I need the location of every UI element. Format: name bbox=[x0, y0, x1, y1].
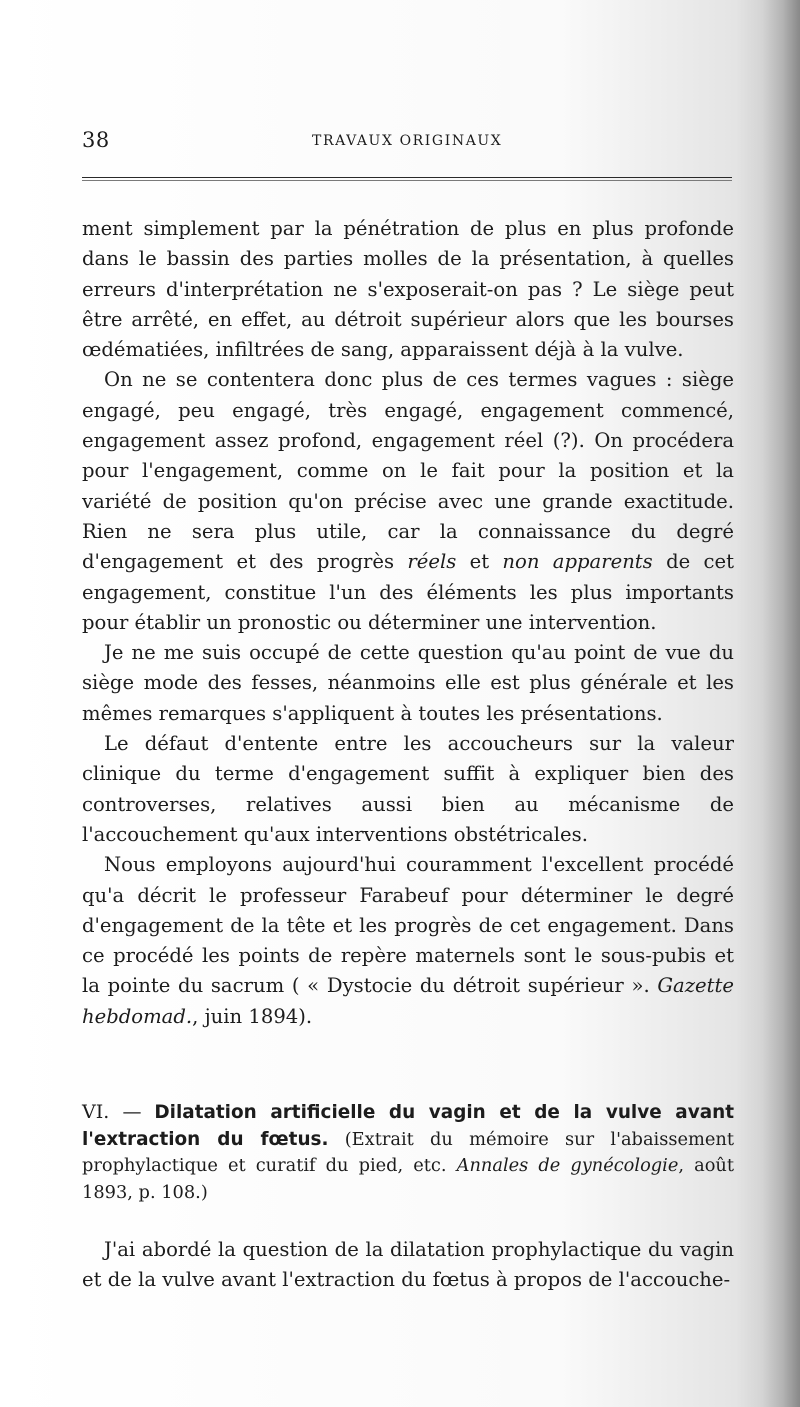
paragraph-5 bbox=[82, 850, 734, 1032]
closing-paragraph bbox=[82, 1235, 734, 1296]
paragraph-5-text-a: Nous employons aujourd'hui couramment l'excellent procédé qu'a décrit le professeur Farabeuf pour déterminer le degré d'engagement de la tête et les progrès de cet engagement. Dans ce procédé les points de repère maternels sont le sous-pubis et la pointe du sacrum ( « Dystocie du détroit supérieur ». bbox=[82, 853, 734, 998]
paragraph-2 bbox=[82, 365, 734, 638]
paragraph-2-emphasis-2: non apparents bbox=[502, 550, 653, 574]
paragraph-5-text-b: , juin 1894). bbox=[192, 1004, 313, 1028]
paragraph-2-emphasis-1: réels bbox=[407, 550, 457, 574]
paragraph-4: Le défaut d'entente entre les accoucheurs sur la valeur clinique du terme d'engagement suffit à expliquer bien des controverses, relatives aussi bien au mécanisme de l'accouchement qu'aux interventions obstétricales. bbox=[82, 732, 734, 846]
paragraph-2-text-b: et bbox=[456, 550, 503, 574]
section-note-journal: Annales de gynécologie bbox=[456, 1155, 679, 1177]
body-text bbox=[82, 214, 734, 1032]
page-number: 38 bbox=[82, 128, 110, 152]
header-rule-secondary bbox=[82, 180, 732, 181]
page-header bbox=[82, 128, 732, 158]
closing-text: J'ai abordé la question de la dilatation prophylactique du vagin et de la vulve avant l'extraction du fœtus à propos de l'accouche- bbox=[82, 1238, 734, 1292]
section-number: VI. — bbox=[82, 1101, 142, 1123]
running-title: TRAVAUX ORIGINAUX bbox=[312, 133, 503, 149]
paragraph-2-text-c: de cet engagement, constitue l'un des éléments les plus importants pour établir un pronostic ou déterminer une intervention. bbox=[82, 550, 734, 634]
header-rule bbox=[82, 177, 732, 178]
paragraph-5-emphasis: Gazette hebdomad. bbox=[82, 974, 734, 1028]
paragraph-2-text-a: On ne se contentera donc plus de ces termes vagues : siège engagé, peu engagé, très engagé, engagement commencé, engagement assez profond, engagement réel (?). On procédera pour l'engagement, comme on le fait pour la position et la variété de position qu'on précise avec une grande exactitude. Rien ne sera plus utile, car la connaissance du degré d'engagement et des progrès bbox=[82, 368, 734, 574]
section-note-text-a: (Extrait du mémoire sur l'abaissement prophylactique et curatif du pied, etc. bbox=[82, 1128, 734, 1177]
section-heading bbox=[82, 1099, 734, 1206]
page-edge-shadow bbox=[762, 0, 800, 1407]
section-title: Dilatation artificielle du vagin et de la vulve avant l'extraction du fœtus. bbox=[82, 1102, 734, 1150]
section-note-text-b: , août 1893, p. 108.) bbox=[82, 1155, 734, 1203]
paragraph-1: ment simplement par la pénétration de plus en plus profonde dans le bassin des parties molles de la présentation, à quelles erreurs d'interprétation ne s'exposerait-on pas ? Le siège peut être arrêté, en effet, au détroit supérieur alors que les bourses œdématiées, infiltrées de sang, apparaissent déjà à la vulve. bbox=[82, 217, 734, 362]
paragraph-3: Je ne me suis occupé de cette question qu'au point de vue du siège mode des fesses, néanmoins elle est plus générale et les mêmes remarques s'appliquent à toutes les présentations. bbox=[82, 641, 734, 725]
